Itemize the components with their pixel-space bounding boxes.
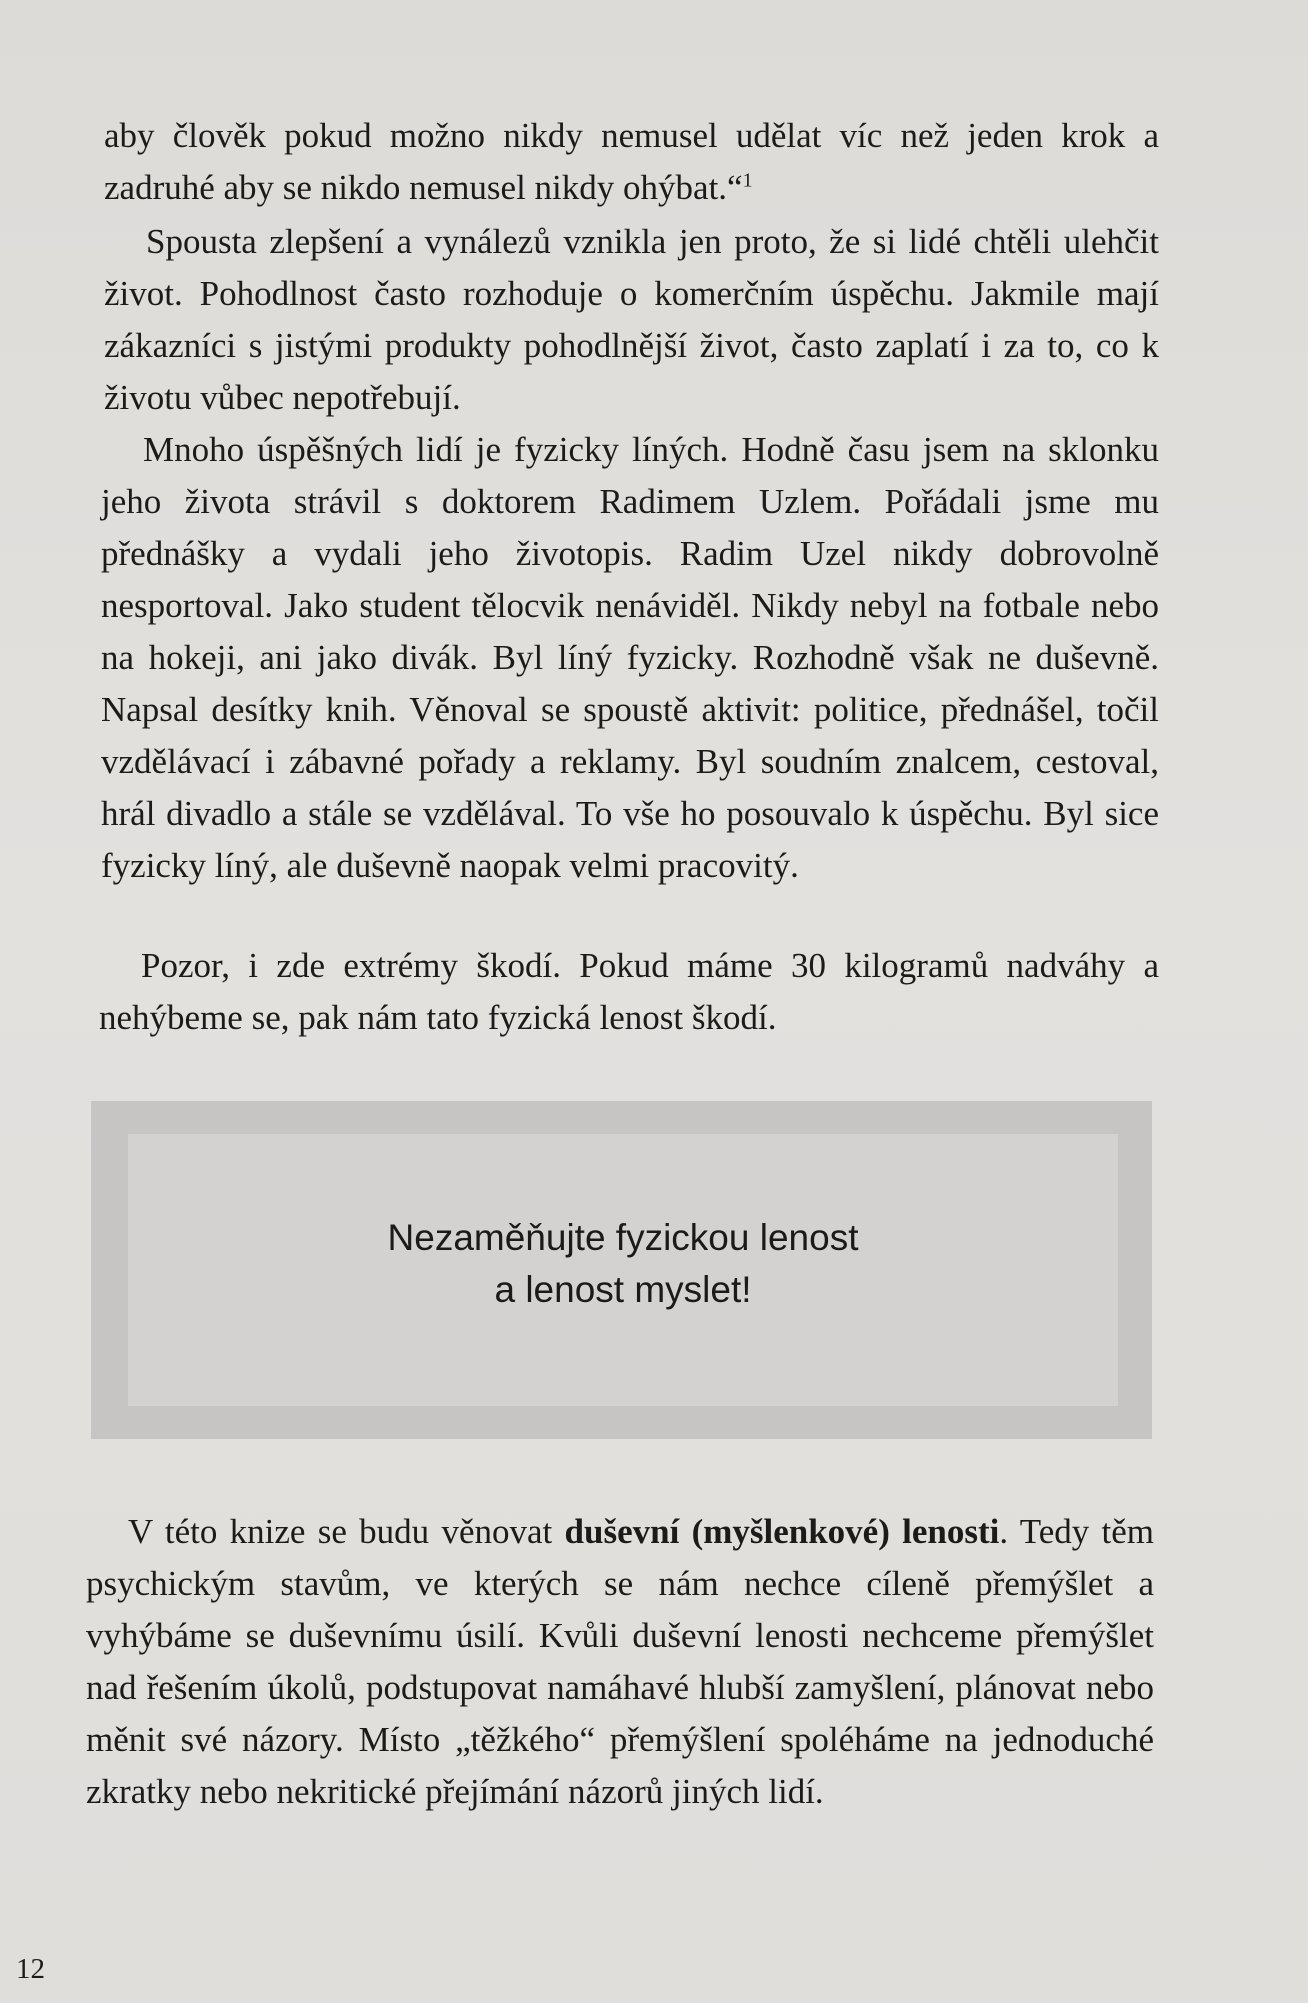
paragraph-1-text: aby člověk pokud možno nikdy nemusel udělat víc než jeden krok a zadruhé aby se nikdo nemusel nikdy ohýbat.“	[104, 116, 1159, 207]
callout-inner-panel	[128, 1134, 1118, 1406]
paragraph-5-start: V této knize se budu věnovat	[128, 1512, 565, 1551]
callout-line-2: a lenost myslet!	[494, 1269, 752, 1310]
paragraph-5	[86, 1506, 1154, 1818]
paragraph-5-bold: duševní (myšlenkové) lenosti	[564, 1512, 1000, 1551]
paragraph-2: Spousta zlepšení a vynálezů vznikla jen proto, že si lidé chtěli ulehčit život. Pohodlnost často rozhoduje o komerčním úspěchu. Jakmile mají zákazníci s jistými produkty pohodlnější život, často zaplatí i za to, co k životu vůbec nepotřebují.	[104, 222, 1159, 417]
paragraph-1	[104, 110, 1159, 214]
footnote-marker: 1	[742, 169, 753, 192]
paragraph-3: Mnoho úspěšných lidí je fyzicky líných. Hodně času jsem na sklonku jeho života strávil s doktorem Radimem Uzlem. Pořádali jsme mu přednášky a vydali jeho životopis. Radim Uzel nikdy dobrovolně nesportoval. Jako student tělocvik nenáviděl. Nikdy nebyl na fotbale nebo na hokeji, ani jako divák. Byl líný fyzicky. Rozhodně však ne duševně. Napsal desítky knih. Věnoval se spoustě aktivit: politice, přednášel, točil vzdělávací i zábavné pořady a reklamy. Byl soudním znalcem, cestoval, hrál divadlo a stále se vzdělával. To vše ho posouvalo k úspěchu. Byl sice fyzicky líný, ale duševně naopak velmi pracovitý.	[101, 430, 1159, 885]
callout-box	[91, 1101, 1152, 1439]
callout-line-1: Nezaměňujte fyzickou lenost	[387, 1217, 859, 1258]
page-number: 12	[16, 1953, 45, 1985]
paragraph-5-rest: . Tedy těm psychickým stavům, ve kterých se nám nechce cíleně přemýšlet a vyhýbáme se duševnímu úsilí. Kvůli duševní lenosti nechceme přemýšlet nad řešením úkolů, podstupovat namáhavé hlubší zamyšlení, plánovat nebo měnit své názory. Místo „těžkého“ přemýšlení spoléháme na jednoduché zkratky nebo nekritické přejímání názorů jiných lidí.	[86, 1512, 1154, 1811]
callout-text	[388, 1212, 859, 1328]
paragraph-4: Pozor, i zde extrémy škodí. Pokud máme 30 kilogramů nadváhy a nehýbeme se, pak nám tato fyzická lenost škodí.	[99, 946, 1159, 1037]
